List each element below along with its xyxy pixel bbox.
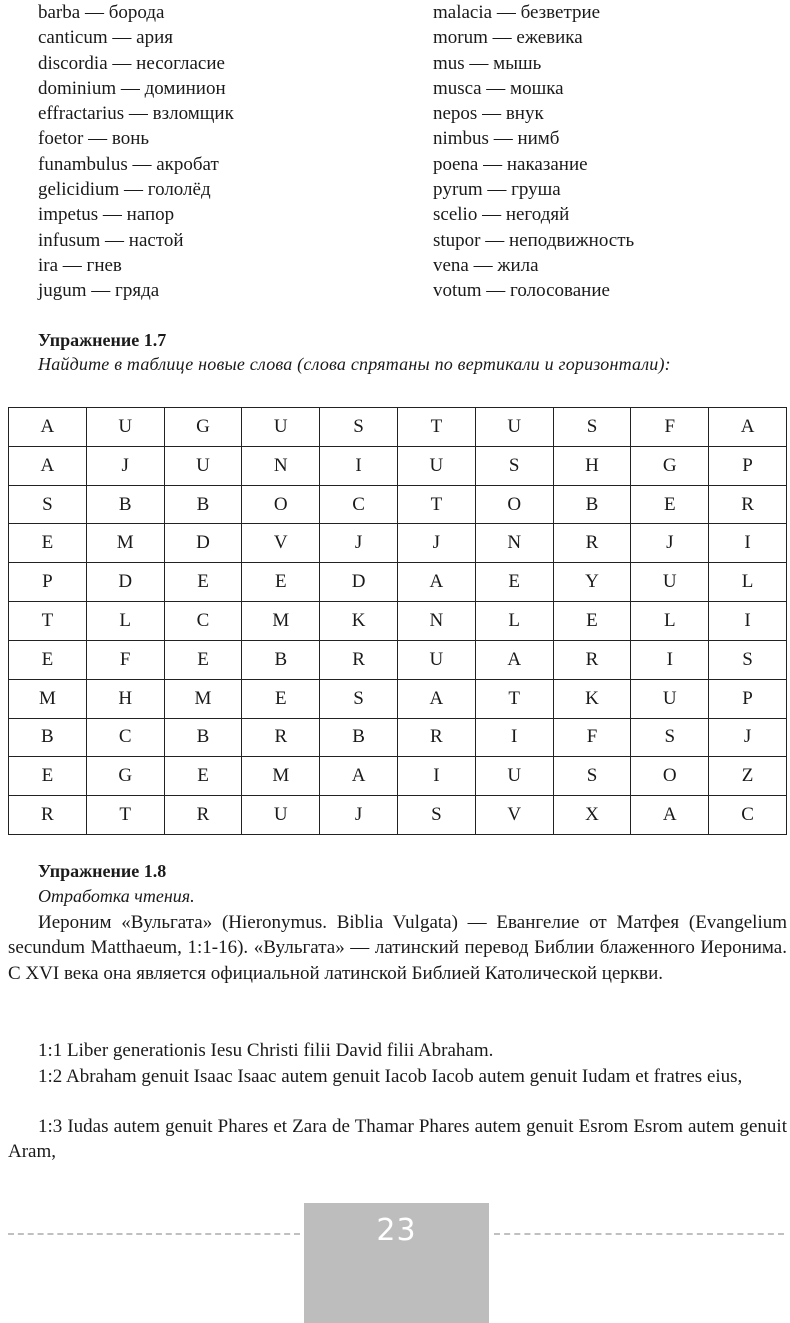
grid-cell: E xyxy=(9,757,87,796)
grid-cell: A xyxy=(9,408,87,447)
grid-cell: H xyxy=(86,679,164,718)
grid-cell: U xyxy=(631,563,709,602)
grid-cell: B xyxy=(320,718,398,757)
grid-cell: U xyxy=(475,757,553,796)
word-search-grid xyxy=(8,407,787,835)
grid-cell: U xyxy=(397,640,475,679)
grid-cell: F xyxy=(86,640,164,679)
grid-cell: P xyxy=(709,446,787,485)
grid-cell: T xyxy=(9,602,87,641)
grid-cell: J xyxy=(86,446,164,485)
vocab-entry: morum — ежевика xyxy=(433,27,583,49)
grid-cell: C xyxy=(86,718,164,757)
grid-cell: B xyxy=(553,485,631,524)
grid-cell: L xyxy=(86,602,164,641)
exercise-1-8-title: Упражнение 1.8 xyxy=(38,861,167,881)
grid-cell: T xyxy=(475,679,553,718)
footer-dashed-line-right xyxy=(494,1233,784,1235)
vocabulary-list xyxy=(38,0,758,304)
grid-cell: R xyxy=(320,640,398,679)
grid-cell: L xyxy=(631,602,709,641)
grid-cell: Z xyxy=(709,757,787,796)
vocab-entry: musca — мошка xyxy=(433,77,564,99)
grid-row xyxy=(9,679,787,718)
vocab-column-left xyxy=(38,0,433,304)
grid-cell: T xyxy=(86,796,164,835)
vocab-entry: vena — жила xyxy=(433,254,539,276)
grid-cell: O xyxy=(475,485,553,524)
grid-cell: S xyxy=(9,485,87,524)
grid-cell: V xyxy=(242,524,320,563)
verse-paragraph: 1:3 Iudas autem genuit Phares et Zara de Thamar Phares autem genuit Esrom Esrom autem genuit Aram, xyxy=(8,1116,787,1163)
vocab-entry: discordia — несогласие xyxy=(38,52,225,74)
exercise-1-8-instruction: Отработка чтения. xyxy=(38,886,195,906)
grid-cell: E xyxy=(9,640,87,679)
vocab-entry: nimbus — нимб xyxy=(433,128,560,150)
grid-cell: S xyxy=(709,640,787,679)
grid-cell: U xyxy=(164,446,242,485)
grid-cell: E xyxy=(475,563,553,602)
grid-cell: J xyxy=(397,524,475,563)
grid-cell: S xyxy=(320,679,398,718)
grid-cell: U xyxy=(86,408,164,447)
vocab-entry: poena — наказание xyxy=(433,153,588,175)
grid-cell: G xyxy=(631,446,709,485)
exercise-1-7-instruction: Найдите в таблице новые слова (слова спрятаны по вертикали и горизонтали): xyxy=(38,354,671,374)
grid-cell: A xyxy=(9,446,87,485)
grid-cell: S xyxy=(631,718,709,757)
grid-cell: M xyxy=(9,679,87,718)
grid-cell: A xyxy=(709,408,787,447)
grid-cell: X xyxy=(553,796,631,835)
grid-cell: Y xyxy=(553,563,631,602)
grid-row xyxy=(9,640,787,679)
grid-row xyxy=(9,718,787,757)
vocab-entry: funambulus — акробат xyxy=(38,153,219,175)
grid-cell: S xyxy=(553,757,631,796)
grid-cell: B xyxy=(9,718,87,757)
grid-cell: D xyxy=(86,563,164,602)
grid-cell: M xyxy=(242,602,320,641)
grid-cell: O xyxy=(242,485,320,524)
verse-paragraph: 1:2 Abraham genuit Isaac Isaac autem genuit Iacob Iacob autem genuit Iudam et fratres eius, xyxy=(38,1066,743,1087)
grid-cell: S xyxy=(553,408,631,447)
intro-paragraph: Иероним «Вульгата» (Hieronymus. Biblia Vulgata) — Евангелие от Матфея (Evangelium secundum Matthaeum, 1:1-16). «Вульгата» — латинский перевод Библии блаженного Иеронима. С XVI века она является официальной латинской Библией Католической церкви. xyxy=(8,912,787,984)
grid-cell: I xyxy=(631,640,709,679)
grid-cell: O xyxy=(631,757,709,796)
grid-cell: E xyxy=(164,563,242,602)
grid-cell: U xyxy=(631,679,709,718)
grid-cell: J xyxy=(320,796,398,835)
grid-cell: B xyxy=(164,718,242,757)
vocab-entry: pyrum — груша xyxy=(433,179,561,201)
grid-row xyxy=(9,446,787,485)
grid-cell: M xyxy=(164,679,242,718)
grid-cell: E xyxy=(553,602,631,641)
vocab-entry: malacia — безветрие xyxy=(433,2,601,23)
grid-cell: R xyxy=(397,718,475,757)
grid-cell: H xyxy=(553,446,631,485)
grid-cell: I xyxy=(475,718,553,757)
vocab-entry: mus — мышь xyxy=(433,52,542,74)
vocab-entry: infusum — настой xyxy=(38,229,184,251)
grid-cell: U xyxy=(242,796,320,835)
grid-cell: V xyxy=(475,796,553,835)
grid-cell: R xyxy=(9,796,87,835)
grid-row xyxy=(9,796,787,835)
grid-cell: P xyxy=(9,563,87,602)
vocab-entry: stupor — неподвижность xyxy=(433,229,635,251)
grid-cell: C xyxy=(709,796,787,835)
grid-cell: B xyxy=(86,485,164,524)
grid-cell: K xyxy=(553,679,631,718)
vocab-entry: gelicidium — гололёд xyxy=(38,179,211,201)
grid-cell: A xyxy=(397,563,475,602)
grid-row xyxy=(9,524,787,563)
grid-cell: S xyxy=(320,408,398,447)
vocab-entry: jugum — гряда xyxy=(38,280,160,302)
grid-cell: A xyxy=(475,640,553,679)
grid-cell: M xyxy=(242,757,320,796)
grid-cell: E xyxy=(242,563,320,602)
grid-cell: R xyxy=(553,524,631,563)
grid-cell: R xyxy=(553,640,631,679)
grid-cell: G xyxy=(86,757,164,796)
grid-cell: N xyxy=(397,602,475,641)
vocab-entry: nepos — внук xyxy=(433,103,544,125)
vocab-column-right xyxy=(433,0,634,304)
grid-row xyxy=(9,563,787,602)
grid-cell: U xyxy=(397,446,475,485)
grid-cell: E xyxy=(242,679,320,718)
grid-cell: B xyxy=(242,640,320,679)
grid-cell: B xyxy=(164,485,242,524)
grid-cell: A xyxy=(397,679,475,718)
grid-cell: R xyxy=(242,718,320,757)
grid-cell: E xyxy=(164,757,242,796)
grid-cell: S xyxy=(397,796,475,835)
grid-cell: E xyxy=(9,524,87,563)
grid-cell: T xyxy=(397,408,475,447)
page-number-tab xyxy=(304,1203,489,1323)
grid-cell: I xyxy=(709,602,787,641)
grid-cell: U xyxy=(242,408,320,447)
vocab-entry: impetus — напор xyxy=(38,204,175,226)
grid-row xyxy=(9,757,787,796)
grid-row xyxy=(9,485,787,524)
grid-cell: C xyxy=(164,602,242,641)
grid-cell: I xyxy=(709,524,787,563)
vocab-entry: foetor — вонь xyxy=(38,128,150,150)
grid-cell: J xyxy=(631,524,709,563)
vocab-entry: ira — гнев xyxy=(38,254,122,276)
vocab-entry: votum — голосование xyxy=(433,280,610,302)
grid-cell: E xyxy=(631,485,709,524)
footer-dashed-line-left xyxy=(8,1233,300,1235)
grid-cell: P xyxy=(709,679,787,718)
grid-cell: J xyxy=(709,718,787,757)
grid-cell: S xyxy=(475,446,553,485)
grid-cell: A xyxy=(631,796,709,835)
grid-cell: N xyxy=(475,524,553,563)
grid-cell: K xyxy=(320,602,398,641)
grid-cell: L xyxy=(709,563,787,602)
vocab-entry: canticum — ария xyxy=(38,27,173,49)
page-number: 23 xyxy=(376,1213,417,1248)
vocab-entry: barba — борода xyxy=(38,2,165,23)
grid-cell: F xyxy=(631,408,709,447)
grid-cell: D xyxy=(320,563,398,602)
exercise-1-7-title: Упражнение 1.7 xyxy=(38,330,167,350)
grid-cell: R xyxy=(709,485,787,524)
grid-cell: L xyxy=(475,602,553,641)
grid-row xyxy=(9,408,787,447)
grid-row xyxy=(9,602,787,641)
verse-paragraph: 1:1 Liber generationis Iesu Christi filii David filii Abraham. xyxy=(38,1040,494,1061)
grid-cell: E xyxy=(164,640,242,679)
vocab-entry: scelio — негодяй xyxy=(433,204,570,226)
grid-cell: F xyxy=(553,718,631,757)
grid-cell: T xyxy=(397,485,475,524)
grid-cell: I xyxy=(320,446,398,485)
grid-cell: C xyxy=(320,485,398,524)
vocab-entry: effractarius — взломщик xyxy=(38,103,234,125)
vocab-entry: dominium — доминион xyxy=(38,77,226,99)
grid-cell: M xyxy=(86,524,164,563)
grid-cell: N xyxy=(242,446,320,485)
grid-cell: J xyxy=(320,524,398,563)
grid-cell: G xyxy=(164,408,242,447)
grid-cell: I xyxy=(397,757,475,796)
grid-cell: D xyxy=(164,524,242,563)
grid-cell: U xyxy=(475,408,553,447)
grid-cell: A xyxy=(320,757,398,796)
grid-cell: R xyxy=(164,796,242,835)
